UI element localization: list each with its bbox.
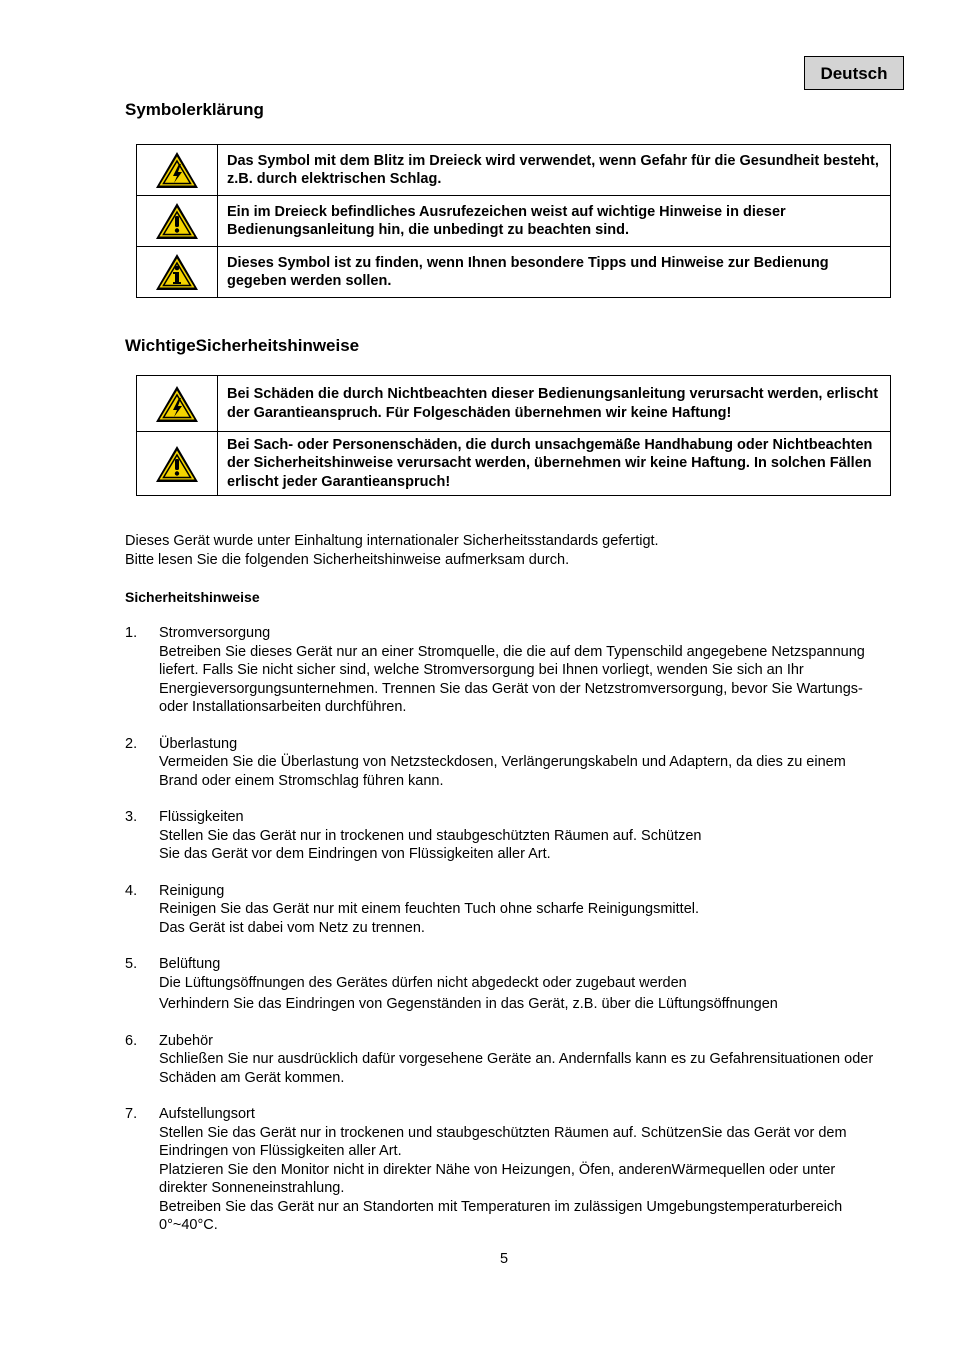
item-text: Das Gerät ist dabei vom Netz zu trennen. bbox=[159, 919, 425, 936]
lightning-warning-icon bbox=[137, 384, 217, 424]
symbol-row-info bbox=[137, 247, 891, 298]
item-text: Vermeiden Sie die Überlastung von Netzsteckdosen, Verlängerungskabeln und Adaptern, da dies zu einem Brand oder einem Stromschlag führen kann. bbox=[159, 754, 846, 789]
item-text: Betreiben Sie dieses Gerät nur an einer Stromquelle, die die auf dem Typenschild angegebene Netzspannung liefert. Falls Sie nicht sicher sind, welche Stromversorgung bei Ihnen vorliegt, wenden Sie sich an Ihr Energieversorgungsunternehmen. Trennen Sie das Gerät von der Netzstromversorgung, bevor Sie Wartungs- oder Installationsarbeiten durchführen. bbox=[159, 643, 865, 715]
intro-text bbox=[125, 532, 659, 570]
item-title: Aufstellungsort bbox=[159, 1106, 255, 1122]
symbols-table bbox=[136, 144, 891, 298]
item-number: 2. bbox=[125, 735, 138, 752]
symbol-row-exclamation bbox=[137, 196, 891, 247]
item-number: 7. bbox=[125, 1106, 138, 1122]
important-notice: Bei Sach- oder Personenschäden, die durch unsachgemäße Handhabung oder Nichtbeachten der Sicherheitshinweise verursacht werden, übernehmen wir keine Haftung. In solchen Fällen erlischt jeder Garantieanspruch! bbox=[218, 432, 891, 496]
item-text: Stellen Sie das Gerät nur in trockenen und staubgeschützten Räumen auf. Schützen bbox=[159, 827, 702, 844]
safety-item-power bbox=[125, 624, 885, 717]
item-text: Reinigen Sie das Gerät nur mit einem feuchten Tuch ohne scharfe Reinigungsmittel. bbox=[159, 901, 700, 917]
symbol-description: Dieses Symbol ist zu finden, wenn Ihnen besondere Tipps und Hinweise zur Bedienung gegeben werden sollen. bbox=[218, 247, 891, 298]
item-text: Stellen Sie das Gerät nur in trockenen und staubgeschützten Räumen auf. SchützenSie das Gerät vor dem Eindringen von Flüssigkeiten aller Art. bbox=[159, 1124, 847, 1159]
item-text: Verhindern Sie das Eindringen von Gegenständen in das Gerät, z.B. über die Lüftungsöffnungen bbox=[159, 996, 778, 1012]
safety-list bbox=[125, 624, 885, 1253]
symbol-description: Das Symbol mit dem Blitz im Dreieck wird verwendet, wenn Gefahr für die Gesundheit besteht, z.B. durch elektrischen Schlag. bbox=[218, 145, 891, 196]
exclamation-warning-icon bbox=[137, 201, 217, 241]
important-table bbox=[136, 375, 891, 496]
item-number: 5. bbox=[125, 956, 138, 972]
item-text: Platzieren Sie den Monitor nicht in direkter Nähe von Heizungen, Öfen, anderenWärmequellen oder unter direkter Sonneneinstrahlung. bbox=[159, 1161, 836, 1196]
item-number: 3. bbox=[125, 809, 138, 825]
important-row-exclamation bbox=[137, 432, 891, 496]
item-text: Schließen Sie nur ausdrücklich dafür vorgesehene Geräte an. Andernfalls kann es zu Gefahrensituationen oder Schäden am Gerät kommen. bbox=[159, 1051, 874, 1086]
page-number: 5 bbox=[499, 1251, 509, 1267]
item-number: 6. bbox=[125, 1032, 138, 1049]
item-title: Flüssigkeiten bbox=[159, 809, 244, 825]
lightning-warning-icon bbox=[137, 150, 217, 190]
item-title: Reinigung bbox=[159, 882, 225, 899]
item-text: Sie das Gerät vor dem Eindringen von Flüssigkeiten aller Art. bbox=[159, 846, 551, 862]
item-number: 4. bbox=[125, 882, 138, 899]
important-notice: Bei Schäden die durch Nichtbeachten dieser Bedienungsanleitung verursacht werden, erlischt der Garantieanspruch. Für Folgeschäden übernehmen wir keine Haftung! bbox=[218, 376, 891, 432]
important-safety-heading: WichtigeSicherheitshinweise bbox=[125, 336, 360, 355]
safety-item-overload bbox=[125, 735, 885, 791]
exclamation-warning-icon bbox=[137, 444, 217, 484]
symbol-description: Ein im Dreieck befindliches Ausrufezeichen weist auf wichtige Hinweise in dieser Bedienungsanleitung hin, die unbedingt zu beachten sind. bbox=[218, 196, 891, 247]
intro-line: Bitte lesen Sie die folgenden Sicherheitshinweise aufmerksam durch. bbox=[125, 552, 570, 568]
item-title: Belüftung bbox=[159, 956, 221, 972]
safety-item-location bbox=[125, 1105, 885, 1235]
item-text: Betreiben Sie das Gerät nur an Standorten mit Temperaturen im zulässigen Umgebungstemperaturbereich 0°~40°C. bbox=[159, 1198, 843, 1233]
safety-item-accessories bbox=[125, 1032, 885, 1088]
safety-item-ventilation bbox=[125, 955, 885, 1014]
info-warning-icon bbox=[137, 252, 217, 292]
symbol-row-lightning bbox=[137, 145, 891, 196]
language-badge: Deutsch bbox=[804, 56, 904, 90]
symbols-heading: Symbolerklärung bbox=[125, 100, 264, 119]
item-title: Zubehör bbox=[159, 1032, 214, 1049]
item-number: 1. bbox=[125, 625, 138, 641]
item-title: Überlastung bbox=[159, 735, 238, 752]
safety-item-liquids bbox=[125, 808, 885, 864]
item-text: Die Lüftungsöffnungen des Gerätes dürfen nicht abgedeckt oder zugebaut werden bbox=[159, 974, 687, 991]
safety-item-cleaning bbox=[125, 882, 885, 938]
important-row-lightning bbox=[137, 376, 891, 432]
intro-line: Dieses Gerät wurde unter Einhaltung internationaler Sicherheitsstandards gefertigt. bbox=[125, 533, 659, 549]
safety-heading: Sicherheitshinweise bbox=[125, 589, 260, 605]
item-title: Stromversorgung bbox=[159, 625, 271, 641]
